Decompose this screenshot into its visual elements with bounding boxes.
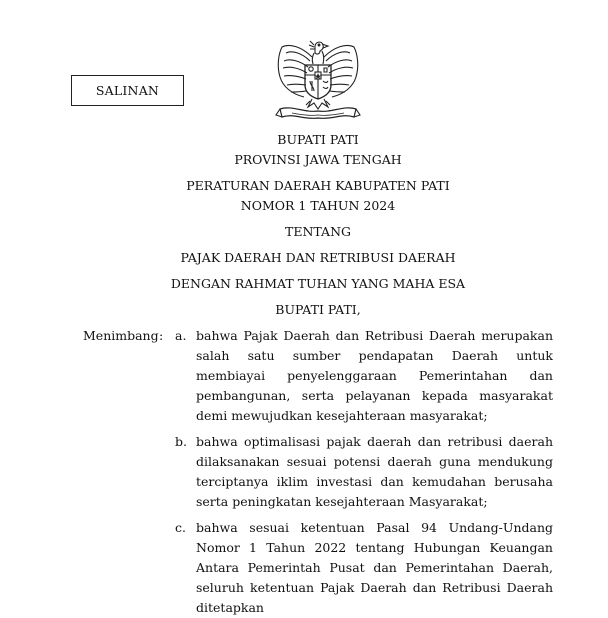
- considering-colon: :: [159, 328, 164, 343]
- item-c-letter: c.: [175, 520, 186, 535]
- issuer-line: BUPATI PATI,: [275, 302, 361, 317]
- item-b-letter: b.: [175, 434, 187, 449]
- salinan-label: SALINAN: [95, 83, 160, 98]
- about-heading: TENTANG: [284, 224, 351, 239]
- province-title: PROVINSI JAWA TENGAH: [234, 152, 402, 167]
- item-b-text: bahwa optimalisasi pajak daerah dan retribusi daerah dilaksanakan sesuai potensi daerah guna mendukung terciptanya iklim investasi dan kemudahan berusaha serta peningkatan kesejahteraan Masyarakat;: [196, 434, 553, 509]
- official-title: BUPATI PATI: [277, 132, 359, 147]
- salinan-stamp: [71, 75, 184, 106]
- invocation-line: DENGAN RAHMAT TUHAN YANG MAHA ESA: [170, 276, 466, 291]
- item-a-text: bahwa Pajak Daerah dan Retribusi Daerah merupakan salah satu sumber pendapatan Daerah untuk membiayai penyelenggaraan Pemerintahan dan pembangunan, serta pelayanan kepada masyarakat demi mewujudkan kesejahteraan masyarakat;: [196, 328, 553, 423]
- regulation-title: PERATURAN DAERAH KABUPATEN PATI: [186, 178, 450, 193]
- item-c-text: bahwa sesuai ketentuan Pasal 94 Undang-Undang Nomor 1 Tahun 2022 tentang Hubungan Keuangan Antara Pemerintah Pusat dan Pemerintahan Daerah, seluruh ketentuan Pajak Daerah dan Retribusi Daerah ditetapkan: [196, 520, 553, 615]
- regulation-number: NOMOR 1 TAHUN 2024: [240, 198, 396, 213]
- regulation-subject: PAJAK DAERAH DAN RETRIBUSI DAERAH: [180, 250, 456, 265]
- item-a-letter: a.: [175, 328, 187, 343]
- considering-label: Menimbang: [83, 328, 159, 343]
- garuda-pancasila-emblem-icon: [272, 37, 364, 125]
